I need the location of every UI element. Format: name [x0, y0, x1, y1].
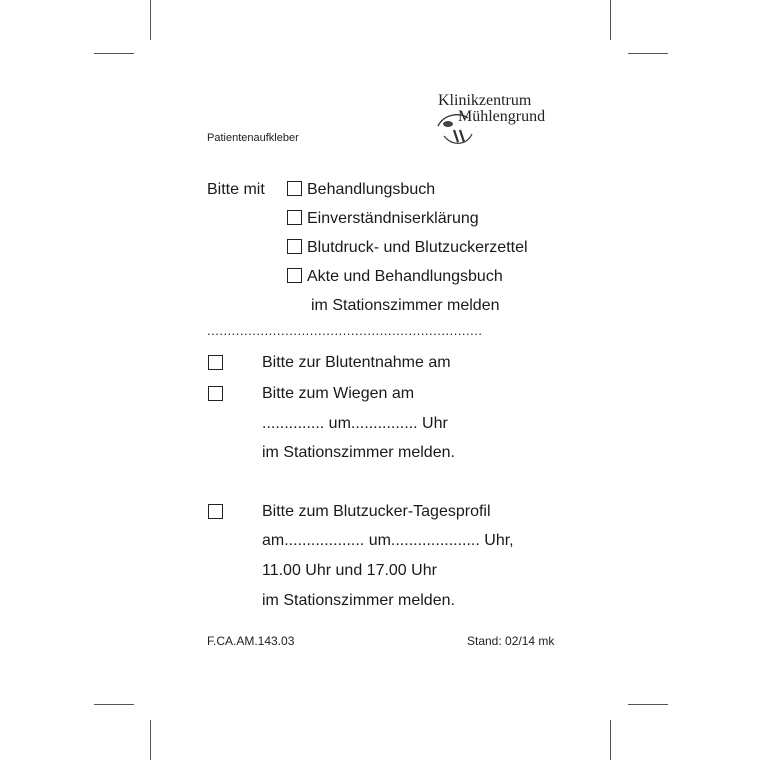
crop-mark: [94, 53, 134, 54]
option-behandlungsbuch: Behandlungsbuch: [307, 181, 436, 198]
crop-mark: [610, 720, 611, 760]
section1-intro: Bitte mit: [207, 181, 265, 198]
section3-times: 11.00 Uhr und 17.00 Uhr: [262, 562, 437, 579]
form-code: F.CA.AM.143.03: [207, 634, 295, 648]
checkbox-behandlungsbuch[interactable]: [287, 181, 302, 196]
section3-closing: im Stationszimmer melden.: [262, 592, 455, 609]
checkbox-blutdruck-blutzuckerzettel[interactable]: [287, 239, 302, 254]
checkbox-einverstaendniserklaerung[interactable]: [287, 210, 302, 225]
checkbox-wiegen[interactable]: [208, 386, 223, 401]
option-wiegen: Bitte zum Wiegen am: [262, 385, 415, 402]
section3-date-line: am.................. um.................... Uhr,: [262, 532, 514, 549]
option-blutzucker-tagesprofil: Bitte zum Blutzucker-Tagesprofil: [262, 503, 491, 520]
section2-closing: im Stationszimmer melden.: [262, 444, 455, 461]
crop-mark: [628, 704, 668, 705]
separator-dots: ...................................................................: [207, 323, 483, 338]
logo-name-line1: Klinikzentrum: [438, 92, 532, 109]
option-einverstaendniserklaerung: Einverständniserklärung: [307, 210, 479, 227]
checkbox-blutentnahme[interactable]: [208, 355, 223, 370]
logo-name-line2: Mühlengrund: [458, 108, 546, 125]
crop-mark: [150, 0, 151, 40]
option-blutdruck-blutzuckerzettel: Blutdruck- und Blutzuckerzettel: [307, 239, 528, 256]
crop-mark: [610, 0, 611, 40]
patient-sticker-label: Patientenaufkleber: [207, 132, 299, 144]
clinic-logo-mark-icon: [436, 106, 476, 148]
form-version: Stand: 02/14 mk: [467, 634, 555, 648]
checkbox-blutzucker-tagesprofil[interactable]: [208, 504, 223, 519]
checkbox-akte-behandlungsbuch[interactable]: [287, 268, 302, 283]
crop-mark: [94, 704, 134, 705]
clinic-logo: [436, 92, 566, 152]
option-akte-behandlungsbuch: Akte und Behandlungsbuch: [307, 268, 503, 285]
crop-mark: [628, 53, 668, 54]
section2-date-line: .............. um............... Uhr: [262, 415, 448, 432]
section1-closing: im Stationszimmer melden: [311, 297, 500, 314]
crop-mark: [150, 720, 151, 760]
option-blutentnahme: Bitte zur Blutentnahme am: [262, 354, 451, 371]
